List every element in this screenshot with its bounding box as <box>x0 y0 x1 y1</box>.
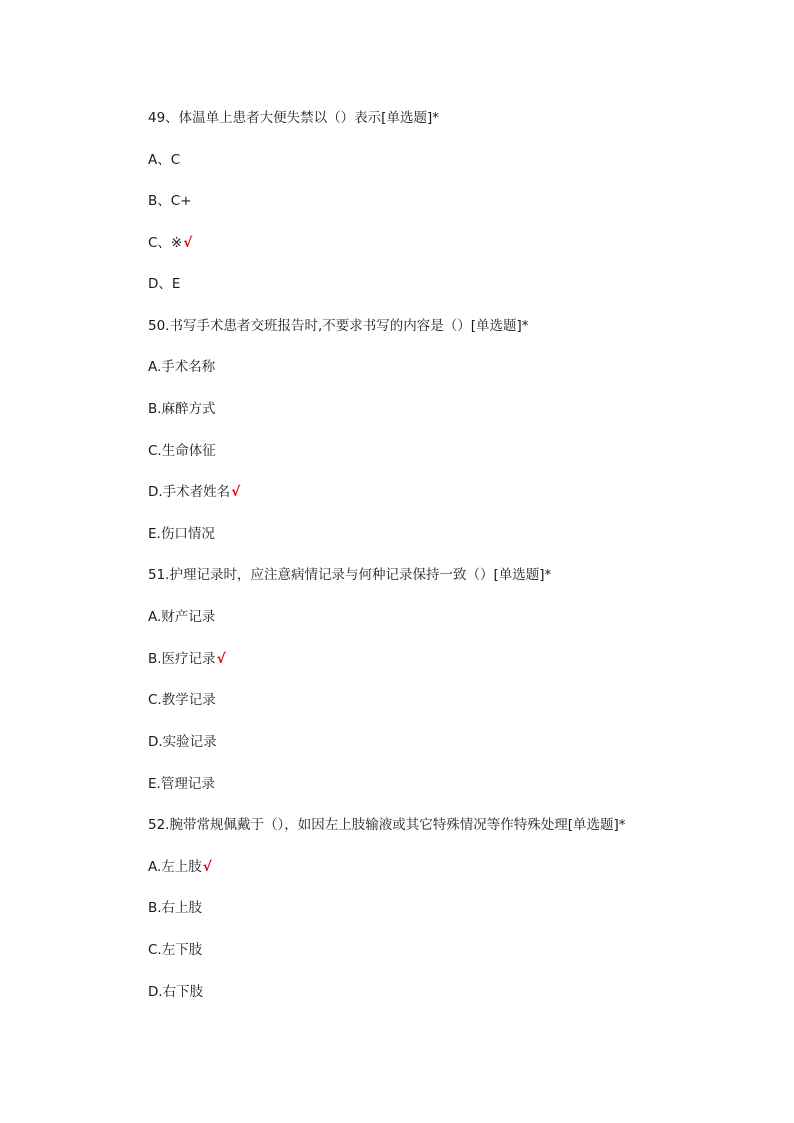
option <box>148 399 216 419</box>
option <box>148 482 240 502</box>
correct-checkmark: √ <box>231 484 241 500</box>
option <box>148 524 215 544</box>
option-text: C.教学记录 <box>148 692 216 708</box>
option-text: B.医疗记录 <box>148 651 216 667</box>
option <box>148 150 180 170</box>
option <box>148 982 203 1002</box>
option-text: D.右下肢 <box>148 984 204 1000</box>
option <box>148 441 216 461</box>
option <box>148 940 202 960</box>
option-text: D、E <box>148 276 181 292</box>
question-title: 52.腕带常规佩戴于（），如因左上肢输液或其它特殊情况等作特殊处理[单选题]* <box>148 817 626 833</box>
option <box>148 857 212 877</box>
option-text: C.生命体征 <box>148 443 216 459</box>
option <box>148 690 216 710</box>
correct-checkmark: √ <box>216 651 226 667</box>
correct-checkmark: √ <box>202 859 212 875</box>
question-title: 50.书写手术患者交班报告时,不要求书写的内容是（）[单选题]* <box>148 318 529 334</box>
question-title: 51.护理记录时，应注意病情记录与何种记录保持一致（）[单选题]* <box>148 567 552 583</box>
option-text: C、※ <box>148 235 183 251</box>
option-text: D.实验记录 <box>148 734 217 750</box>
option-text: B.右上肢 <box>148 900 203 916</box>
option-text: C.左下肢 <box>148 942 203 958</box>
option-text: B、C+ <box>148 193 192 209</box>
option <box>148 898 202 918</box>
option-text: B.麻醉方式 <box>148 401 216 417</box>
option <box>148 274 180 294</box>
option <box>148 191 192 211</box>
option <box>148 649 226 669</box>
option-text: E.伤口情况 <box>148 526 215 542</box>
option-text: D.手术者姓名 <box>148 484 231 500</box>
option <box>148 732 217 752</box>
option-text: A.手术名称 <box>148 359 216 375</box>
option-text: A、C <box>148 152 181 168</box>
option-text: E.管理记录 <box>148 776 215 792</box>
option <box>148 233 192 253</box>
option-text: A.财产记录 <box>148 609 216 625</box>
question-title: 49、体温单上患者大便失禁以（）表示[单选题]* <box>148 110 439 126</box>
option-text: A.左上肢 <box>148 859 202 875</box>
option <box>148 357 215 377</box>
option <box>148 774 215 794</box>
option <box>148 607 215 627</box>
correct-checkmark: √ <box>183 235 193 251</box>
